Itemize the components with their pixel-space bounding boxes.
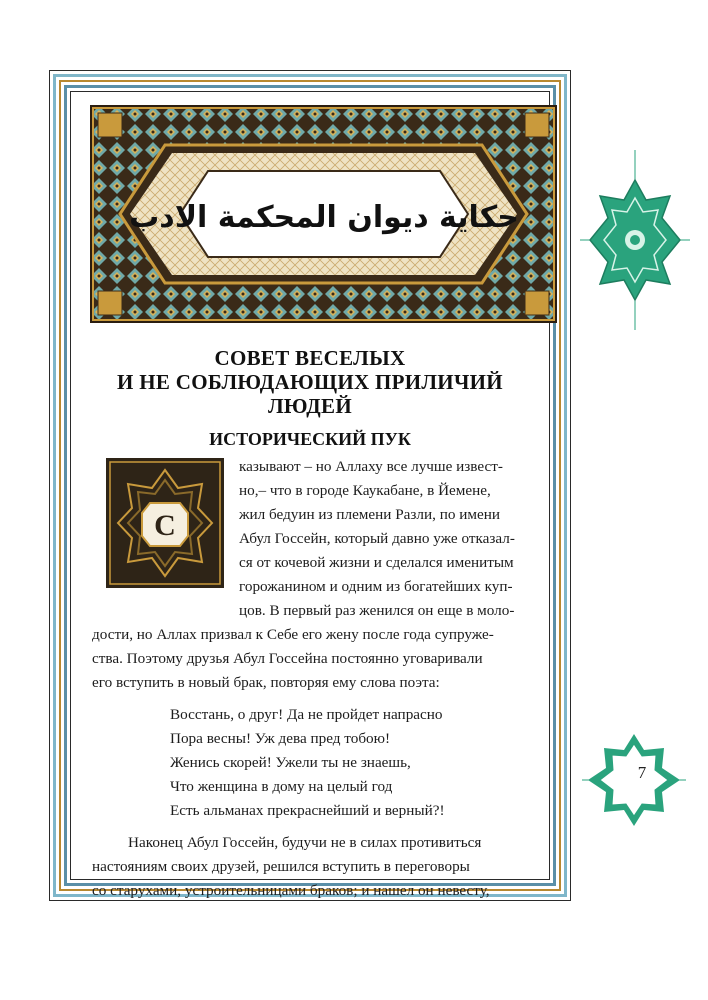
body-line-8: дости, но Аллах призвал к Себе его жену после года супруже- [92, 626, 494, 643]
poem-line-2: Пора весны! Уж дева пред тобою! [170, 730, 391, 747]
poem-line-5: Есть альманах прекраснейший и верный?! [170, 802, 445, 819]
poem-line-1: Восстань, о друг! Да не пройдет напрасно [170, 706, 443, 723]
body-line-1: казывают – но Аллаху все лучше извест- [239, 458, 503, 475]
page-number: 7 [637, 763, 647, 782]
body-line-7: цов. В первый раз женился он еще в моло- [239, 602, 515, 619]
body-line-12: настояниям своих друзей, решился вступить в переговоры [92, 858, 470, 875]
body-line-10: его вступить в новый брак, повторяя ему слова поэта: [92, 674, 440, 691]
drop-cap-initial [106, 458, 224, 588]
poem-line-3: Женись скорей! Ужели ты не знаешь, [170, 754, 411, 771]
chapter-title-line-1: СОВЕТ ВЕСЕЛЫХ [214, 346, 406, 370]
chapter-title-line-2: И НЕ СОБЛЮДАЮЩИХ ПРИЛИЧИЙ [117, 370, 503, 394]
calligraphy-banner [90, 105, 557, 323]
body-line-13: со старухами, устроительницами браков; и нашел он невесту, [92, 882, 490, 899]
body-line-6: горожанином и одним из богатейших куп- [239, 578, 513, 595]
chapter-subtitle: ИСТОРИЧЕСКИЙ ПУК [209, 429, 411, 449]
poem-line-4: Что женщина в дому на целый год [170, 778, 393, 795]
body-line-3: жил бедуин из племени Разли, по имени [239, 506, 500, 523]
arabic-calligraphy: حكاية ديوان المحكمة الادب [129, 200, 519, 235]
teal-star-ornament-icon [580, 150, 690, 330]
body-line-2: но,– что в городе Каукабане, в Йемене, [239, 482, 491, 499]
body-line-4: Абул Госсейн, который давно уже отказал- [239, 530, 515, 547]
body-line-11: Наконец Абул Госсейн, будучи не в силах противиться [128, 834, 482, 851]
chapter-title-line-3: ЛЮДЕЙ [267, 394, 352, 418]
body-line-9: ства. Поэтому друзья Абул Госсейна постоянно уговаривали [92, 650, 483, 667]
body-line-5: ся от кочевой жизни и сделался именитым [239, 554, 514, 571]
drop-cap-letter: С [154, 509, 176, 542]
